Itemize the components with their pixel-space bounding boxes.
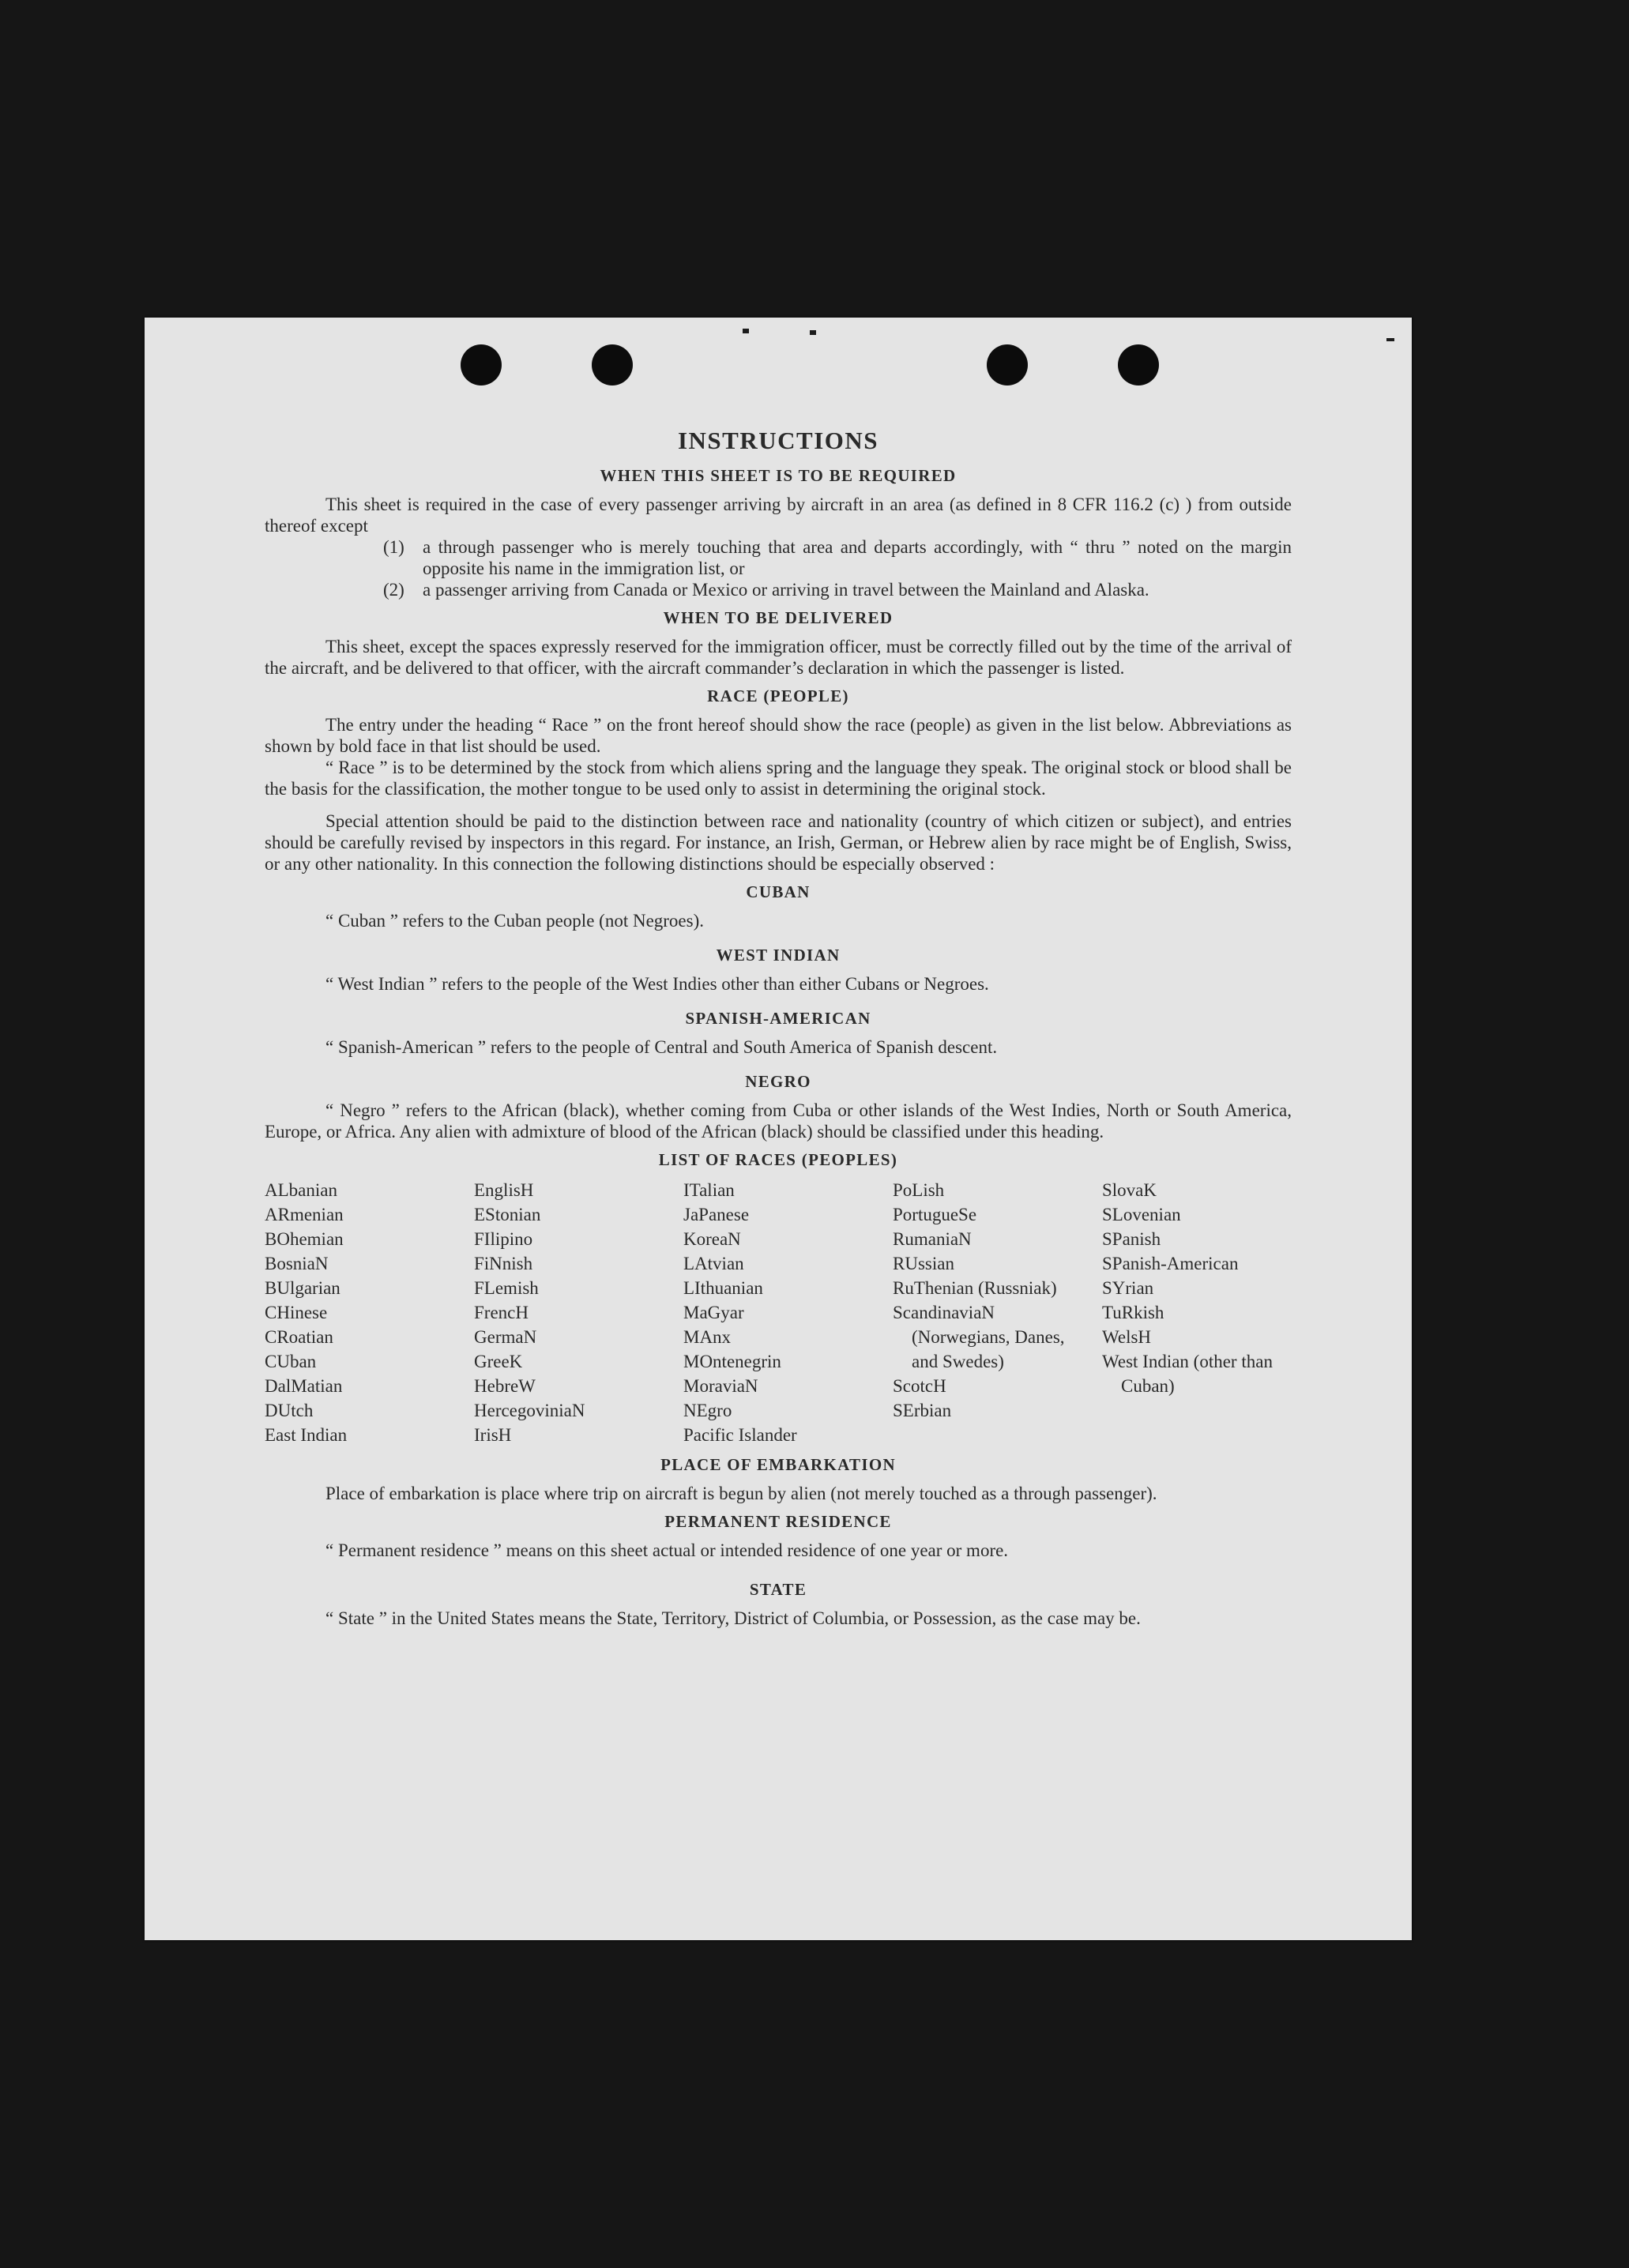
race-list-item: CRoatian xyxy=(265,1327,333,1347)
race-list-item: JaPanese xyxy=(683,1205,750,1224)
punch-hole xyxy=(461,344,502,386)
race-list xyxy=(265,1178,1292,1447)
section-heading-list-of-races: LIST OF RACES (PEOPLES) xyxy=(658,1150,898,1169)
race-list-item: CUban xyxy=(265,1352,317,1371)
embarkation-text: Place of embarkation is place where trip on aircraft is begun by alien (not merely touched as a through passenger). xyxy=(325,1484,1157,1503)
page-title: INSTRUCTIONS xyxy=(677,427,878,454)
race-list-item: SErbian xyxy=(893,1401,952,1420)
negro-text: “ Negro ” refers to the African (black), whether coming from Cuba or other islands of the West Indies, North or South America, Europe, or Africa. Any alien with admixture of blood of the African (black) should be classified under this heading. xyxy=(265,1100,1292,1142)
race-paragraph-3: Special attention should be paid to the distinction between race and nationality (country of which citizen or subject), and entries should be carefully revised by inspectors in this regard. For instance, an Irish, German, or Hebrew alien by race might be of English, Swiss, or any other nationality. In this connection the following distinctions should be especially observed : xyxy=(265,811,1292,874)
punch-hole xyxy=(987,344,1028,386)
race-list-item: ScotcH xyxy=(893,1376,946,1396)
when-delivered-text: This sheet, except the spaces expressly reserved for the immigration officer, must be correctly filled out by the time of the arrival of the aircraft, and be delivered to that officer, with the aircraft commander’s declaration in which the passenger is listed. xyxy=(265,637,1292,678)
race-paragraph-2: “ Race ” is to be determined by the stock from which aliens spring and the language they speak. The original stock or blood shall be the basis for the classification, the mother tongue to be used only to assist in determining the original stock. xyxy=(265,758,1292,799)
exception-number: (1) xyxy=(383,537,404,557)
instructions-content xyxy=(265,427,1292,1629)
race-list-item: EnglisH xyxy=(474,1180,534,1200)
exception-number: (2) xyxy=(383,580,404,600)
race-list-item: ITalian xyxy=(683,1180,735,1200)
race-list-item: SlovaK xyxy=(1102,1180,1157,1200)
race-list-item: IrisH xyxy=(474,1425,512,1445)
race-list-item: MaGyar xyxy=(683,1303,744,1322)
spanish-american-text: “ Spanish-American ” refers to the people of Central and South America of Spanish descent. xyxy=(325,1037,998,1057)
race-list-item: West Indian (other than Cuban) xyxy=(1102,1352,1273,1396)
race-list-item: LIthuanian xyxy=(683,1278,763,1298)
race-list-item: BOhemian xyxy=(265,1229,344,1249)
race-list-item: FrencH xyxy=(474,1303,529,1322)
cuban-text: “ Cuban ” refers to the Cuban people (not Negroes). xyxy=(325,911,705,931)
race-list-item: Pacific Islander xyxy=(683,1425,797,1445)
race-list-item: BosniaN xyxy=(265,1254,329,1273)
race-column xyxy=(474,1178,664,1447)
race-list-item: CHinese xyxy=(265,1303,328,1322)
race-list-item: WelsH xyxy=(1102,1327,1152,1347)
section-heading-race: RACE (PEOPLE) xyxy=(707,686,849,705)
exception-item xyxy=(383,579,1292,600)
race-list-item: RUssian xyxy=(893,1254,954,1273)
race-list-item: BUlgarian xyxy=(265,1278,340,1298)
race-list-item: FiNnish xyxy=(474,1254,533,1273)
race-column xyxy=(1102,1178,1292,1447)
race-list-item: KoreaN xyxy=(683,1229,741,1249)
race-column xyxy=(683,1178,873,1447)
race-column xyxy=(893,1178,1082,1447)
section-heading-state: STATE xyxy=(749,1580,807,1599)
race-column xyxy=(265,1178,454,1447)
punch-hole xyxy=(1118,344,1159,386)
race-list-item: EStonian xyxy=(474,1205,541,1224)
race-list-item: RumaniaN xyxy=(893,1229,972,1249)
paper-speck xyxy=(810,330,816,335)
exception-text: a passenger arriving from Canada or Mexico or arriving in travel between the Mainland and Alaska. xyxy=(423,580,1149,600)
punch-hole xyxy=(592,344,633,386)
race-list-item: ScandinaviaN (Norwegians, Danes, and Swedes) xyxy=(893,1303,1065,1371)
permanent-residence-text: “ Permanent residence ” means on this sheet actual or intended residence of one year or more. xyxy=(325,1540,1009,1560)
document-page xyxy=(145,318,1412,1940)
race-list-item: SLovenian xyxy=(1102,1205,1181,1224)
race-list-item: HebreW xyxy=(474,1376,536,1396)
race-list-item: PortugueSe xyxy=(893,1205,977,1224)
race-list-item: DalMatian xyxy=(265,1376,343,1396)
section-heading-when-required: WHEN THIS SHEET IS TO BE REQUIRED xyxy=(600,466,957,485)
paper-speck xyxy=(1386,338,1394,341)
race-list-item: HercegoviniaN xyxy=(474,1401,585,1420)
race-list-item: MoraviaN xyxy=(683,1376,758,1396)
exception-item xyxy=(383,536,1292,579)
race-list-item: GermaN xyxy=(474,1327,537,1347)
race-list-item: GreeK xyxy=(474,1352,523,1371)
section-heading-embarkation: PLACE OF EMBARKATION xyxy=(660,1455,896,1474)
race-list-item: East Indian xyxy=(265,1425,348,1445)
race-list-item: FLemish xyxy=(474,1278,539,1298)
race-list-item: MAnx xyxy=(683,1327,732,1347)
race-list-item: MOntenegrin xyxy=(683,1352,781,1371)
section-heading-when-delivered: WHEN TO BE DELIVERED xyxy=(663,608,894,627)
race-list-item: FIlipino xyxy=(474,1229,533,1249)
section-heading-permanent-residence: PERMANENT RESIDENCE xyxy=(664,1512,892,1531)
state-text: “ State ” in the United States means the State, Territory, District of Columbia, or Possession, as the case may be. xyxy=(325,1608,1141,1628)
race-list-item: LAtvian xyxy=(683,1254,744,1273)
race-list-item: SYrian xyxy=(1102,1278,1154,1298)
race-list-item: ALbanian xyxy=(265,1180,337,1200)
section-heading-negro: NEGRO xyxy=(745,1072,811,1091)
when-required-intro: This sheet is required in the case of every passenger arriving by aircraft in an area (as defined in 8 CFR 116.2 (c) ) from outside thereof except xyxy=(265,495,1292,536)
race-list-item: TuRkish xyxy=(1102,1303,1164,1322)
exception-text: a through passenger who is merely touching that area and departs accordingly, with “ thru ” noted on the margin opposite his name in the immigration list, or xyxy=(423,537,1292,578)
section-heading-spanish-american: SPANISH-AMERICAN xyxy=(685,1009,871,1028)
section-heading-west-indian: WEST INDIAN xyxy=(716,946,841,965)
race-list-item: PoLish xyxy=(893,1180,945,1200)
race-paragraph-1: The entry under the heading “ Race ” on the front hereof should show the race (people) as given in the list below. Abbreviations as shown by bold face in that list should be used. xyxy=(265,715,1292,756)
race-list-item: SPanish-American xyxy=(1102,1254,1239,1273)
race-list-item: ARmenian xyxy=(265,1205,344,1224)
race-list-item: SPanish xyxy=(1102,1229,1161,1249)
paper-speck xyxy=(743,329,749,333)
race-list-item: DUtch xyxy=(265,1401,314,1420)
section-heading-cuban: CUBAN xyxy=(746,882,811,901)
race-list-item: RuThenian (Russniak) xyxy=(893,1278,1057,1298)
west-indian-text: “ West Indian ” refers to the people of the West Indies other than either Cubans or Negroes. xyxy=(325,974,989,994)
race-list-item: NEgro xyxy=(683,1401,732,1420)
